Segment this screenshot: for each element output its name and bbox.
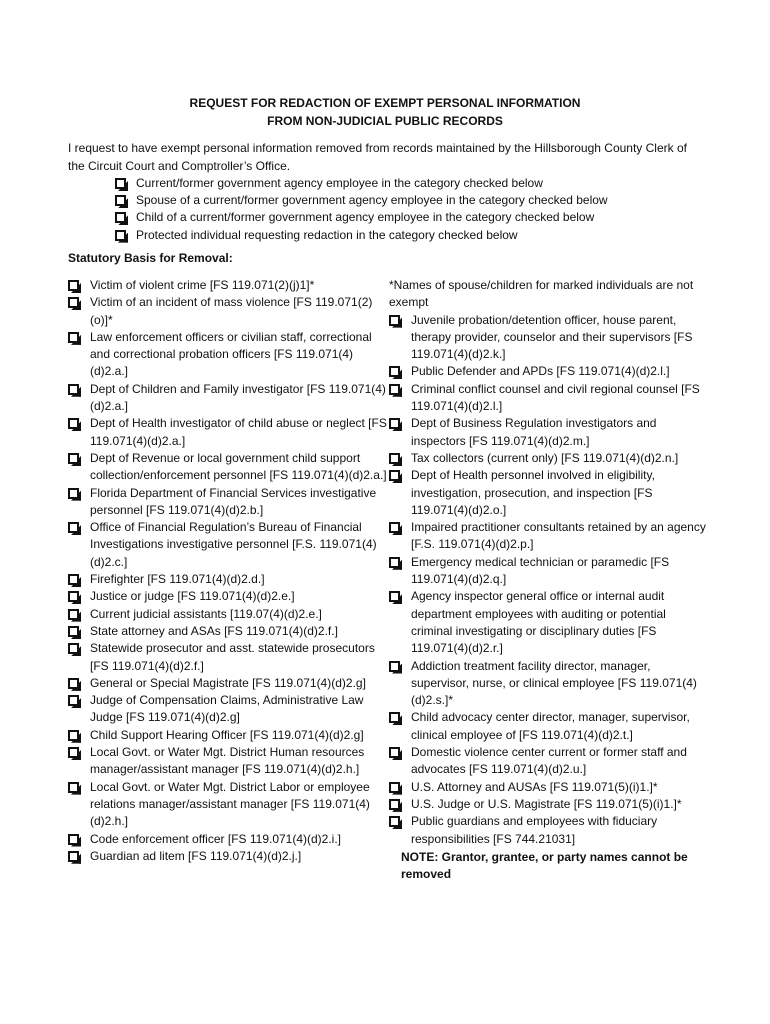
checkbox-icon[interactable]	[68, 591, 79, 602]
checkbox-icon[interactable]	[389, 747, 400, 758]
statute-item[interactable]	[68, 381, 388, 416]
checkbox-icon[interactable]	[115, 230, 126, 241]
checkbox-icon[interactable]	[115, 178, 126, 189]
checkbox-icon[interactable]	[389, 661, 400, 672]
checkbox-icon[interactable]	[115, 195, 126, 206]
statute-item-label: Justice or judge [FS 119.071(4)(d)2.e.]	[90, 589, 295, 604]
statute-item[interactable]	[68, 623, 388, 640]
form-title-line-2: FROM NON-JUDICIAL PUBLIC RECORDS	[267, 114, 503, 128]
statute-item-label: Law enforcement officers or civilian staff, correctional and correctional probation officers [FS 119.071(4)(d)2.a.]	[90, 329, 372, 379]
checkbox-icon[interactable]	[389, 522, 400, 533]
statute-item-label: Victim of an incident of mass violence [FS 119.071(2)(o)]*	[90, 295, 373, 327]
statute-item[interactable]	[68, 415, 388, 450]
statute-item[interactable]	[389, 744, 709, 779]
checkbox-icon[interactable]	[68, 488, 79, 499]
statute-item-label: Dept of Children and Family investigator [FS 119.071(4)(d)2.a.]	[90, 381, 386, 414]
statute-item[interactable]	[389, 450, 709, 467]
requester-options	[113, 175, 673, 244]
checkbox-icon[interactable]	[68, 643, 79, 654]
requester-option-label: Spouse of a current/former government agency employee in the category checked below	[136, 193, 608, 208]
requester-option-label: Current/former government agency employee in the category checked below	[136, 176, 543, 190]
checkbox-icon[interactable]	[68, 574, 79, 585]
checkbox-icon[interactable]	[68, 782, 79, 793]
intro-paragraph: I request to have exempt personal information removed from records maintained by the Hillsborough County Clerk of the Circuit Court and Comptroller’s Office.	[68, 141, 687, 173]
statute-item-label: Office of Financial Regulation’s Bureau of Financial Investigations investigative personnel [F.S. 119.071(4)(d)2.c.]	[90, 520, 377, 569]
statute-item-label: Criminal conflict counsel and civil regional counsel [FS 119.071(4)(d)2.l.]	[411, 381, 700, 414]
statute-item-label: State attorney and ASAs [FS 119.071(4)(d)2.f.]	[90, 623, 338, 638]
statutory-list-left	[68, 277, 388, 865]
spouse-children-note: *Names of spouse/children for marked individuals are not exempt	[389, 278, 694, 310]
statute-item-label: Public Defender and APDs [FS 119.071(4)(d)2.l.]	[411, 364, 670, 379]
checkbox-icon[interactable]	[68, 522, 79, 533]
statute-item-label: Judge of Compensation Claims, Administrative Law Judge [FS 119.071(4)(d)2.g]	[90, 693, 364, 725]
statute-item-label: Dept of Health investigator of child abuse or neglect [FS 119.071(4)(d)2.a.]	[90, 416, 387, 448]
statute-item-label: Child advocacy center director, manager, supervisor, clinical employee of [FS 119.071(4)(d)2.t.]	[411, 710, 690, 742]
statute-item-label: U.S. Judge or U.S. Magistrate [FS 119.071(5)(i)1.]*	[411, 796, 682, 811]
statute-item-label: Guardian ad litem [FS 119.071(4)(d)2.j.]	[90, 848, 302, 863]
statute-item[interactable]	[68, 519, 388, 571]
statute-item[interactable]	[68, 450, 388, 485]
statute-item[interactable]	[68, 277, 388, 294]
requester-option[interactable]	[113, 192, 673, 209]
statute-item[interactable]	[389, 312, 709, 364]
checkbox-icon[interactable]	[68, 695, 79, 706]
checkbox-icon[interactable]	[389, 453, 400, 464]
statute-item[interactable]	[389, 554, 709, 589]
checkbox-icon[interactable]	[68, 626, 79, 637]
statute-item-label: Dept of Health personnel involved in eligibility, investigation, prosecution, and inspection [FS 119.071(4)(d)2.o.]	[411, 468, 655, 517]
checkbox-icon[interactable]	[389, 782, 400, 793]
statute-item[interactable]	[389, 363, 709, 380]
statute-item[interactable]	[68, 744, 388, 779]
requester-option[interactable]	[113, 209, 673, 226]
requester-option-label: Child of a current/former government agency employee in the category checked below	[136, 210, 595, 225]
statute-item[interactable]	[389, 813, 709, 848]
statute-item[interactable]	[68, 485, 388, 520]
statute-item[interactable]	[68, 675, 388, 692]
checkbox-icon[interactable]	[115, 212, 126, 223]
statute-item[interactable]	[389, 415, 709, 450]
statute-item-label: Statewide prosecutor and asst. statewide prosecutors [FS 119.071(4)(d)2.f.]	[90, 641, 375, 673]
statute-item[interactable]	[68, 640, 388, 675]
statute-item-label: Juvenile probation/detention officer, house parent, therapy provider, counselor and their supervisors [FS 119.071(4)(d)2.k.]	[411, 312, 693, 362]
checkbox-icon[interactable]	[389, 712, 400, 723]
statute-item-label: Victim of violent crime [FS 119.071(2)(j)1]*	[90, 278, 315, 292]
checkbox-icon[interactable]	[68, 297, 79, 308]
statute-item[interactable]	[389, 467, 709, 519]
statute-item-label: U.S. Attorney and AUSAs [FS 119.071(5)(i)1.]*	[411, 779, 658, 794]
checkbox-icon[interactable]	[68, 834, 79, 845]
checkbox-icon[interactable]	[68, 418, 79, 429]
statute-item[interactable]	[68, 831, 388, 848]
requester-option[interactable]	[113, 227, 673, 244]
checkbox-icon[interactable]	[68, 678, 79, 689]
statute-item[interactable]	[68, 692, 388, 727]
requester-option[interactable]	[113, 175, 673, 192]
statute-item[interactable]	[68, 779, 388, 831]
statute-item-label: Code enforcement officer [FS 119.071(4)(d)2.i.]	[90, 831, 342, 846]
checkbox-icon[interactable]	[68, 332, 79, 343]
statutory-heading: Statutory Basis for Removal:	[68, 251, 233, 265]
statute-item-label: Current judicial assistants [119.07(4)(d)2.e.]	[90, 606, 322, 621]
statute-item-label: Agency inspector general office or internal audit department employees with auditing or potential criminal investigating or disciplinary duties [FS 119.071(4)(d)2.r.]	[411, 589, 666, 656]
statute-item[interactable]	[68, 848, 388, 865]
statute-item-label: Local Govt. or Water Mgt. District Labor or employee relations manager/assistant manager [FS 119.071(4)(d)2.h.]	[90, 779, 370, 829]
statute-item[interactable]	[389, 658, 709, 710]
requester-option-label: Protected individual requesting redaction in the category checked below	[136, 227, 518, 242]
checkbox-icon[interactable]	[389, 418, 400, 429]
statute-item[interactable]	[389, 779, 709, 796]
statute-item[interactable]	[389, 588, 709, 657]
statute-item-label: Child Support Hearing Officer [FS 119.071(4)(d)2.g]	[90, 727, 364, 742]
statute-item[interactable]	[389, 709, 709, 744]
statute-item-label: Tax collectors (current only) [FS 119.071(4)(d)2.n.]	[411, 450, 679, 465]
statute-item-label: Firefighter [FS 119.071(4)(d)2.d.]	[90, 572, 265, 587]
statute-item[interactable]	[68, 606, 388, 623]
statute-item-label: Public guardians and employees with fiduciary responsibilities [FS 744.21031]	[411, 814, 658, 846]
statute-item-label: Domestic violence center current or former staff and advocates [FS 119.071(4)(d)2.u.]	[411, 745, 687, 777]
statute-item-label: Emergency medical technician or paramedic [FS 119.071(4)(d)2.q.]	[411, 554, 670, 587]
statute-item-label: Local Govt. or Water Mgt. District Human resources manager/assistant manager [FS 119.071(4)(d)2.h.]	[90, 745, 365, 777]
checkbox-icon[interactable]	[68, 851, 79, 862]
statute-item[interactable]	[389, 796, 709, 813]
statute-item-label: Dept of Business Regulation investigators and inspectors [FS 119.071(4)(d)2.m.]	[411, 416, 657, 448]
checkbox-icon[interactable]	[68, 453, 79, 464]
statute-item[interactable]	[389, 381, 709, 416]
statute-item[interactable]	[68, 571, 388, 588]
checkbox-icon[interactable]	[389, 315, 400, 326]
checkbox-icon[interactable]	[68, 730, 79, 741]
checkbox-icon[interactable]	[389, 591, 400, 602]
checkbox-icon[interactable]	[68, 384, 79, 395]
form-title-line-1: REQUEST FOR REDACTION OF EXEMPT PERSONAL INFORMATION	[189, 96, 581, 110]
checkbox-icon[interactable]	[389, 799, 400, 810]
checkbox-icon[interactable]	[389, 366, 400, 377]
checkbox-icon[interactable]	[389, 816, 400, 827]
checkbox-icon[interactable]	[68, 609, 79, 620]
checkbox-icon[interactable]	[68, 280, 79, 291]
statute-item[interactable]	[68, 329, 388, 381]
checkbox-icon[interactable]	[389, 384, 400, 395]
statute-item[interactable]	[68, 294, 388, 329]
checkbox-icon[interactable]	[389, 557, 400, 568]
statute-item-label: General or Special Magistrate [FS 119.071(4)(d)2.g]	[90, 675, 366, 690]
statute-item[interactable]	[389, 519, 709, 554]
checkbox-icon[interactable]	[389, 470, 400, 481]
statute-item-label: Dept of Revenue or local government child support collection/enforcement personnel [FS 119.071(4)(d)2.a.]	[90, 450, 387, 483]
checkbox-icon[interactable]	[68, 747, 79, 758]
statute-item[interactable]	[68, 727, 388, 744]
statute-item-label: Florida Department of Financial Services investigative personnel [FS 119.071(4)(d)2.b.]	[90, 485, 377, 517]
grantor-note: NOTE: Grantor, grantee, or party names cannot be removed	[401, 849, 688, 882]
statute-item[interactable]	[68, 588, 388, 605]
statute-item-label: Impaired practitioner consultants retained by an agency [F.S. 119.071(4)(d)2.p.]	[411, 520, 706, 552]
statutory-list-right	[389, 277, 709, 883]
statute-item-label: Addiction treatment facility director, manager, supervisor, nurse, or clinical employee [FS 119.071(4)(d)2.s.]*	[411, 658, 697, 708]
